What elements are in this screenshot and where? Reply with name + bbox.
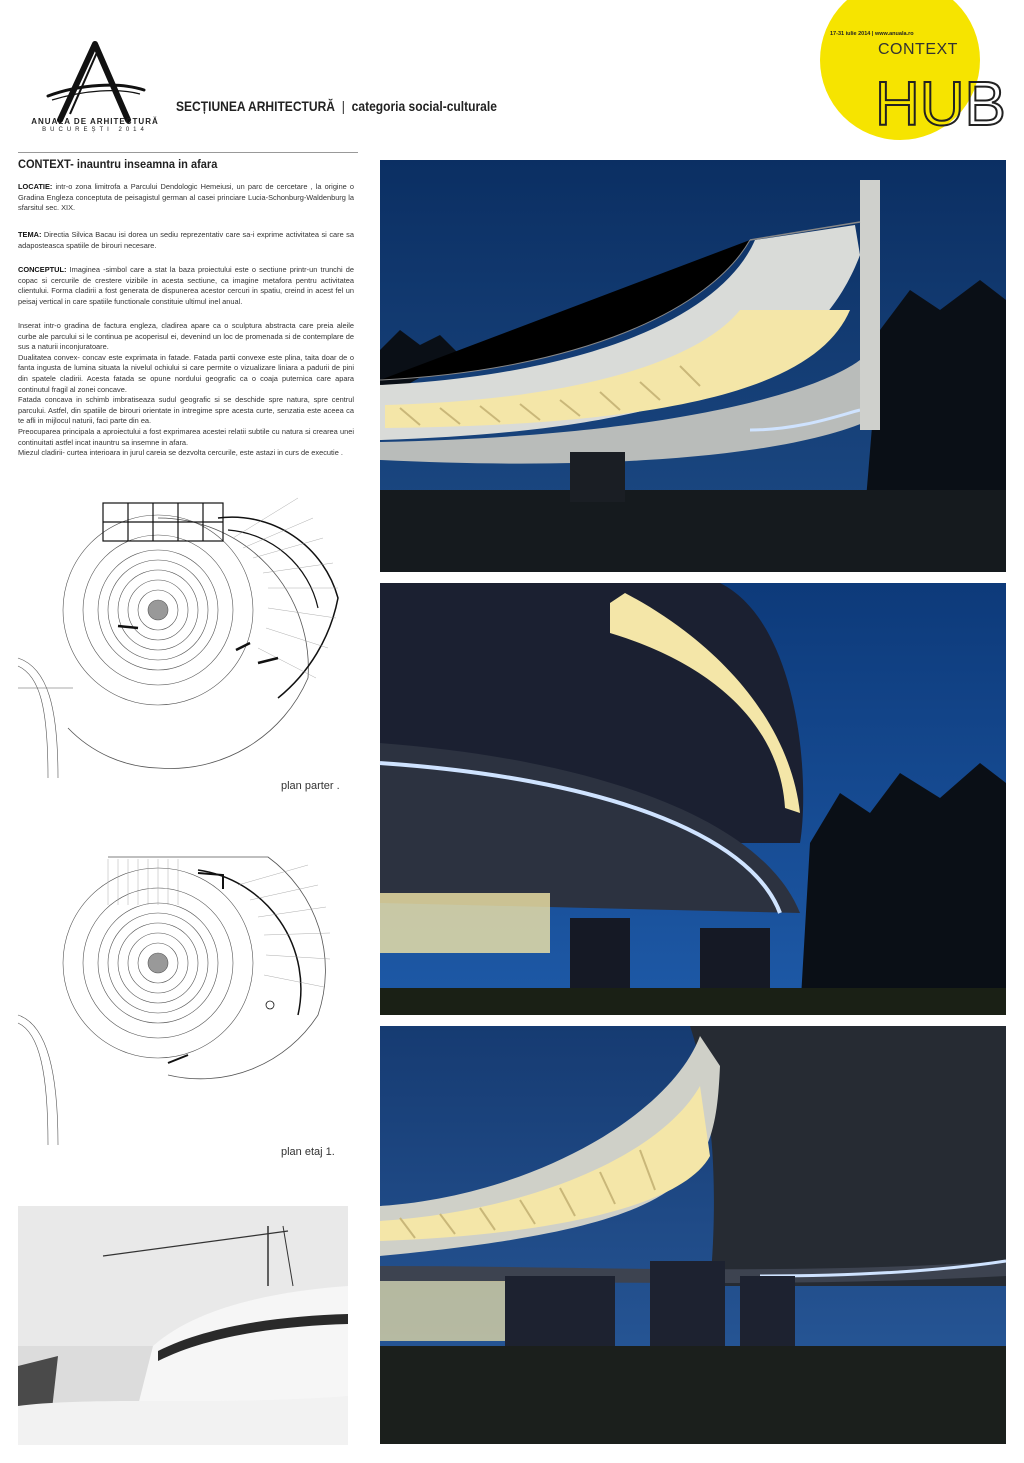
tema-text: Directia Silvica Bacau isi dorea un sediu reprezentativ care sa-i exprime activitatea si care sa adaposteasca spatiile de birouri necesare. [18,230,354,250]
tema-label: TEMA: [18,230,42,239]
paragraph-concept [18,265,354,307]
article-title: CONTEXT- inauntru inseamna in afara [18,157,218,171]
night-photo-convex-facade [380,583,1006,1015]
body-line: Preocuparea principala a aproiectului a fost exprimarea acestei relatii subtile cu natura si crearea unei continuitati astfel incat inauntru sa insemne in afara. [18,426,354,447]
body-line: Dualitatea convex- concav este exprimata in fatade. Fatada partii convexe este plina, taita doar de o fanta ingusta de lumina situata la nivelul ochiului si care permite o vizualizare liniara a padurii de pini din spatele cladirii. Acesta fatada se opune nordului geografic ca o coaja puternica care apara continutul fragil al zonei concave. [18,352,354,394]
construction-photo-bw [18,1206,348,1445]
night-photo-entrance [380,1026,1006,1444]
body-line: Miezul cladirii- curtea interioara in jurul careia se dezvolta cercurile, este astazi in curs de executie . [18,448,343,458]
body-line: Inserat intr-o gradina de factura engleza, cladirea apare ca o sculptura abstracta care preia aleile curbe ale parcului si le continua pe acoperisul ei, devenind un loc de promenada si de contemplare de sus a naturii inconjuratoare. [18,321,354,352]
body-line: Fatada concava in schimb imbratiseaza sudul geografic si se deschide spre natura, spre centrul parcului. Astfel, din spatiile de birouri orientate in intregime spre acesta curte, senzatia este aceea ca te afli in mijlocul naturii, faci parte din ea. [18,395,354,426]
badge-hub-word: HUB [875,70,1006,139]
badge-context-word: CONTEXT [878,41,958,58]
logo-title: ANUALA DE ARHITECTURĂ [31,117,159,126]
section-heading [176,98,497,114]
context-hub-badge [820,0,1006,140]
title-rule [18,152,358,153]
section-name: SECȚIUNEA ARHITECTURĂ [176,98,335,114]
ground-floor-plan-drawing [18,478,358,778]
first-floor-plan-drawing [18,845,358,1145]
section-separator: | [341,98,345,114]
first-floor-plan-label: plan etaj 1. [281,1146,335,1158]
category-name: categoria social-culturale [351,98,497,114]
badge-date-line: 17-31 iulie 2014 | www.anuala.ro [830,31,914,37]
paragraph-locatie [18,182,354,214]
locatie-text: intr-o zona limitrofa a Parcului Dendologic Hemeiusi, un parc de cercetare , la origine o Gradina Engleza conceptuta de peisagistul german al casei princiare Lucia-Schonburg-Waldenburg la sfarsitul sec. XIX. [18,182,354,213]
paragraph-body [18,321,354,459]
concept-label: CONCEPTUL: [18,265,67,274]
paragraph-tema [18,230,354,251]
logo-subtitle: BUCUREȘTI 2014 [42,127,148,133]
ground-floor-plan-label: plan parter . [281,780,340,792]
night-photo-concave-facade [380,160,1006,572]
locatie-label: LOCATIE: [18,182,53,191]
concept-text: Imaginea -simbol care a stat la baza proiectului este o sectiune printr-un trunchi de copac si cercurile de crestere vizibile in acesta sectiune, ca imagine metafora pentru activitatea clientului. Forma cladirii a fost generata de dispunerea acestor cercuri in spatiu, creind in acest fel un peisaj vertical in care spatiile functionale constituie ultimul inel anual. [18,265,354,306]
